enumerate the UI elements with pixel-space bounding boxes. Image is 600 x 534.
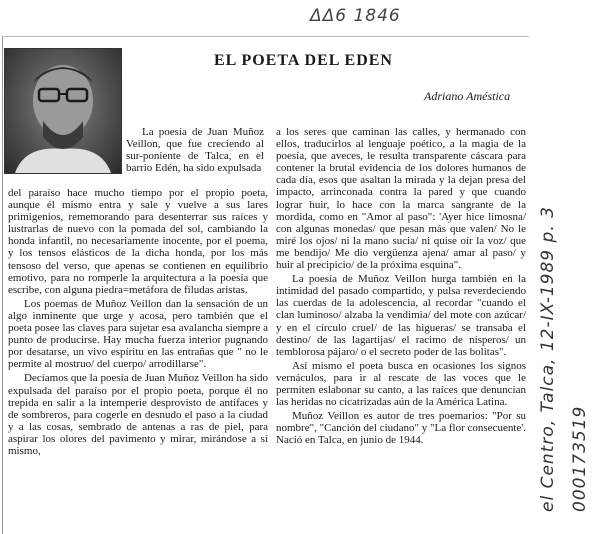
paragraph-left-3: Decíamos que la poesía de Juan Muñoz Veillon ha sido expulsada del paraíso por el propio poeta, porque él no trepida en salir a la intemperie desprovisto de antifaces y de sombreros, para cogerle en desnudo el paso a la ciudad y a las cosas, sembrado de antenas a ras de piel, para aspirar los olores del pavimento y mirar, mirándose a sí mismo, <box>8 372 268 457</box>
article-title: EL POETA DEL EDEN <box>214 52 393 69</box>
article-author: Adriano Améstica <box>424 89 511 103</box>
paragraph-left-1: del paraíso hace mucho tiempo por el propio poeta, aunque él mismo entra y sale y vuelve a sus lares primigenios, rememorando para desenterrar sus raíces y lustrarlas de nuevo con la pomada del sol, cambiando la honda infantil, no necesariamente inocente, por el poema, y los tensos elásticos de la dicha honda, por los más tensoso del verso, que apenas se contienen en equilibrio emotivo, para no romperle la arquitectura a la poesía que escribe, con alguna piedra=metáfora de filudas aristas. <box>8 187 268 296</box>
paragraph-right-1: a los seres que caminan las calles, y hermanado con ellos, traducirlos al lenguaje poético, a la magia de la poesía, que aveces, le resulta transparente cáscara para contener la brutal evidencia de los dolores humanos de cada día, esos que asaltan la mirada y la dejan presa del impacto, arrinconada contra la pared y que cuando lograr huir, lo hace con la marca sangrante de la mordida, como en "Amor al paso": 'Ayer hice limosna/ con algunas monedas/ que pesan más que valen/ No le miré los ojos/ ni la mano sucia/ ni quise oír la voz/ que me bendijo/ Me dio vergüenza ajena/ amar al paso/ y huir al precipicio/ de la próxima esquina". <box>276 126 526 272</box>
portrait-photo-icon <box>5 49 121 173</box>
handwritten-note-side: el Centro, Talca, 12-IX-1989 p. 3 <box>538 206 558 512</box>
handwritten-note-top: ΔΔ6 1846 <box>310 6 401 26</box>
paragraph-right-2: La poesía de Muñoz Veillon hurga también en la intimidad del pasado compartido, y pulsa reverdeciendo las cuerdas de la adolescencia, al recordar "cuando el clan luminoso/ alzaba la vendimia/ del mote con azúcar/ y en el círculo cruel/ de las higueras/ se transaba el destino/ de las lagartijas/ el racimo de nísperos/ un temblorosa pájaro/ o el secreto poder de las bolitas". <box>276 273 526 358</box>
column-left <box>8 187 268 457</box>
paragraph-right-3: Así mismo el poeta busca en ocasiones los signos vernáculos, para ir al rescate de las voces que le permiten eslabonar su canto, a las raíces que denuncian las heridas no cicatrizadas aún de la América Latina. <box>276 359 526 409</box>
paragraph-left-2: Los poemas de Muñoz Veillon dan la sensación de un algo inminente que urge y acosa, pero también que el poeta posee las claves para sujetar esa avalancha siempre a punto de producirse. Hay mucha fuerza interior pugnando por desatarse, un vivo espíritu en las entrañas que " no le permite al mostruo/ del cuerpo/ arrodillarse". <box>8 297 268 371</box>
column-right <box>276 126 526 446</box>
handwritten-note-side-2: 000173519 <box>570 405 590 512</box>
column-left-intro <box>126 126 264 174</box>
author-portrait-photo <box>4 48 122 174</box>
paragraph-right-4: Muñoz Veillon es autor de tres poemarios: "Por su nombre", "Canción del ciudano" y "La flor consecuente'. Nació en Talca, en junio de 1944. <box>276 410 526 447</box>
paragraph-intro: La poesía de Juan Muñoz Veillon, que fue creciendo al sur-poniente de Talca, en el barrio Edén, ha sido expulsada <box>126 126 264 175</box>
